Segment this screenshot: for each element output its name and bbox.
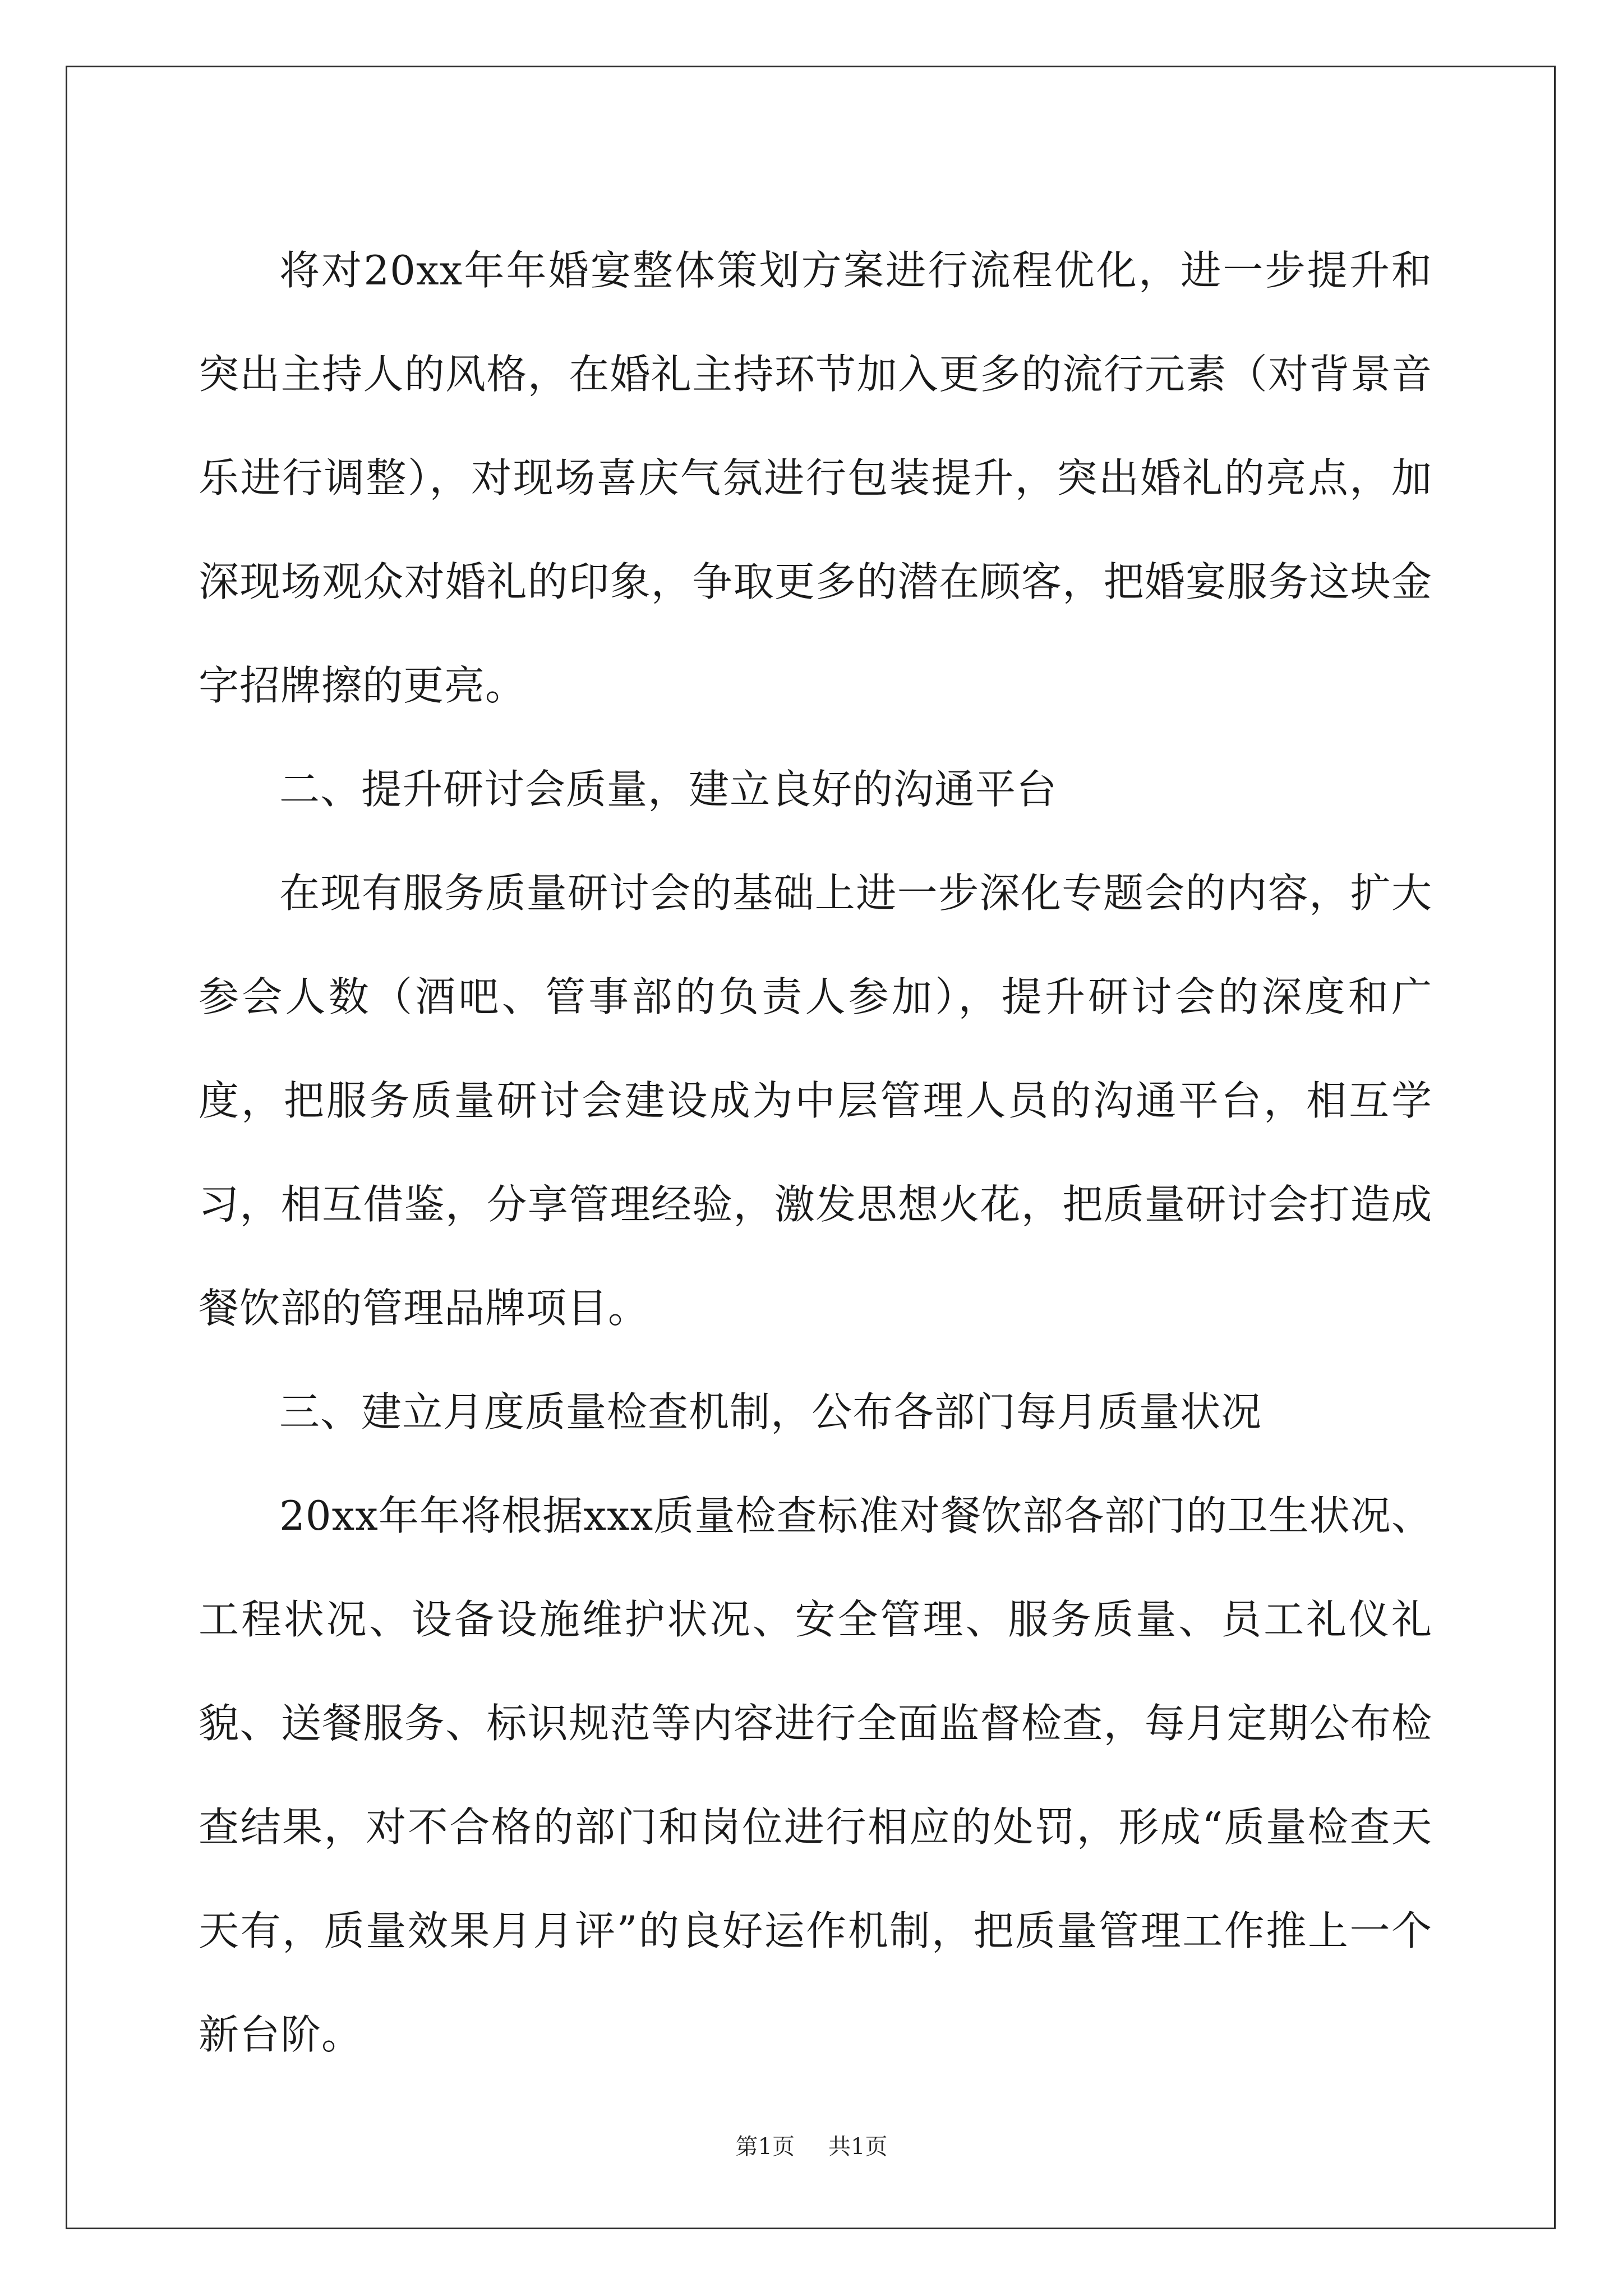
page-number-current: 第1页 — [735, 2134, 795, 2160]
paragraph-monthly-inspection: 20xx年年将根据xxx质量检查标准对餐饮部各部门的卫生状况、工程状况、设备设施维护状况、安全管理、服务质量、员工礼仪礼貌、送餐服务、标识规范等内容进行全面监督检查，每月定期公布检查结果，对不合格的部门和岗位进行相应的处罚，形成“质量检查天天有，质量效果月月评”的良好运作机制，把质量管理工作推上一个新台阶。 — [199, 1492, 1432, 2058]
paragraph-wedding-banquet: 将对20xx年年婚宴整体策划方案进行流程优化，进一步提升和突出主持人的风格，在婚礼主持环节加入更多的流行元素（对背景音乐进行调整），对现场喜庆气氛进行包装提升，突出婚礼的亮点，加深现场观众对婚礼的印象，争取更多的潜在顾客，把婚宴服务这块金字招牌擦的更亮。 — [199, 247, 1432, 709]
section-heading-monthly-inspection: 三、建立月度质量检查机制，公布各部门每月质量状况 — [279, 1388, 1262, 1435]
paragraph-seminar: 在现有服务质量研讨会的基础上进一步深化专题会的内容，扩大参会人数（酒吧、管事部的负责人参加），提升研讨会的深度和广度，把服务质量研讨会建设成为中层管理人员的沟通平台，相互学习，相互借鉴，分享管理经验，激发思想火花，把质量研讨会打造成餐饮部的管理品牌项目。 — [199, 869, 1432, 1332]
page-footer — [0, 2129, 1623, 2161]
document-body — [199, 219, 1432, 2087]
page-number-total: 共1页 — [828, 2134, 888, 2160]
section-heading-seminar: 二、提升研讨会质量，建立良好的沟通平台 — [279, 766, 1058, 813]
